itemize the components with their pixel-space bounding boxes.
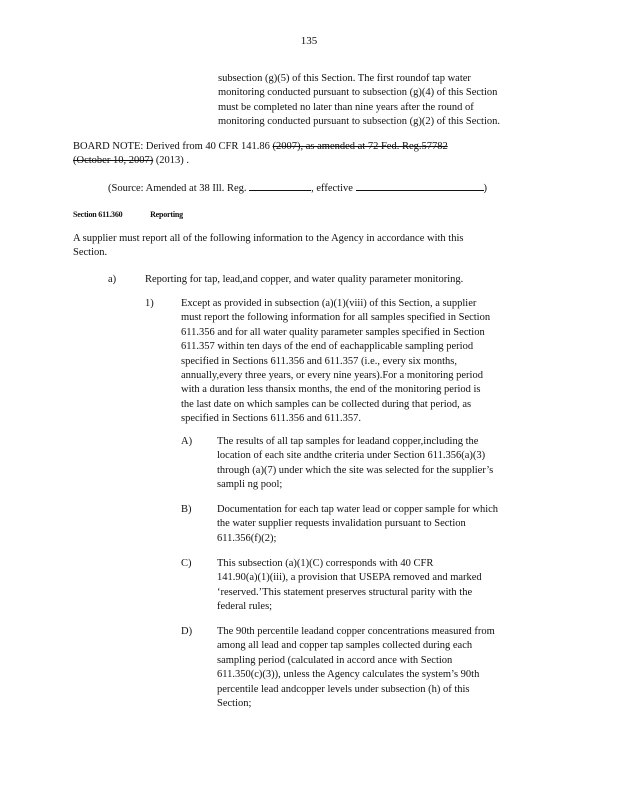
section-heading bbox=[73, 210, 183, 219]
text-line: federal rules; bbox=[217, 601, 273, 613]
register-page-blank bbox=[249, 180, 311, 191]
item-a-label: a) bbox=[108, 274, 117, 285]
text-line: Section. bbox=[73, 247, 108, 259]
text-line: with a duration less thansix months, the end of the monitoring period is bbox=[181, 384, 481, 396]
text-line: the last date on which samples can be collected during that period, as bbox=[181, 398, 472, 410]
text-line: the water supplier requests invalidation pursuant to Section bbox=[217, 518, 466, 530]
text-line: 611.356(f)(2); bbox=[217, 532, 277, 544]
text-line: Section; bbox=[217, 698, 252, 710]
text-line: must be completed no later than nine years after the round of bbox=[218, 101, 474, 113]
section-number: Section 611.360 bbox=[73, 210, 123, 219]
text-line: The 90th percentile leadand copper concentrations measured from bbox=[217, 626, 495, 637]
text-line: 141.90(a)(1)(iii), a provision that USEPA removed and marked bbox=[217, 572, 482, 584]
source-suffix: ) bbox=[483, 183, 488, 194]
continuation-paragraph bbox=[218, 72, 533, 130]
text-line: through (a)(7) under which the site was selected for the supplier’s bbox=[217, 464, 494, 476]
text-line: sampli ng pool; bbox=[217, 479, 283, 491]
board-note bbox=[73, 140, 543, 169]
text-line: The results of all tap samples for leadand copper,including the bbox=[217, 436, 479, 447]
text-line: subsection (g)(5) of this Section. The first roundof tap water bbox=[218, 73, 471, 84]
text-line: specified in Sections 611.356 and 611.357. bbox=[181, 413, 362, 425]
text-line: sampling period (calculated in accord ance with Section bbox=[217, 654, 453, 666]
item-B-label: B) bbox=[181, 504, 192, 515]
text-line: Documentation for each tap water lead or copper sample for which bbox=[217, 504, 499, 515]
text-line: Except as provided in subsection (a)(1)(viii) of this Section, a supplier bbox=[181, 298, 477, 309]
item-D-label: D) bbox=[181, 626, 193, 637]
source-prefix: (Source: Amended at 38 Ill. Reg. bbox=[108, 183, 250, 194]
text-line: must report the following information for all samples specified in Section bbox=[181, 312, 491, 324]
text-line: percentile lead andcopper levels under subsection (h) of this bbox=[217, 683, 470, 695]
text-line: This subsection (a)(1)(C) corresponds with 40 CFR bbox=[217, 558, 434, 569]
source-middle: , effective bbox=[311, 183, 356, 194]
item-a-text: Reporting for tap, lead,and copper, and water quality parameter monitoring. bbox=[145, 274, 464, 285]
text-line: 611.356 and for all water quality parameter samples specified in Section bbox=[181, 326, 485, 338]
item-A-label: A) bbox=[181, 436, 193, 447]
text-line: annually,every three years, or every nine years).For a monitoring period bbox=[181, 370, 483, 382]
effective-date-blank bbox=[356, 180, 484, 191]
section-title: Reporting bbox=[150, 210, 183, 219]
item-C-paragraph bbox=[217, 557, 517, 615]
intro-paragraph bbox=[73, 232, 519, 261]
item-1-label: 1) bbox=[145, 298, 154, 309]
text-line: monitoring conducted pursuant to subsection (g)(2) of this Section. bbox=[218, 116, 500, 128]
text-line: location of each site andthe criteria under Section 611.356(a)(3) bbox=[217, 450, 486, 462]
item-D-paragraph bbox=[217, 625, 532, 711]
text-line: 611.357 within ten days of the end of eachapplicable sampling period bbox=[181, 341, 474, 353]
text-line: monitoring conducted pursuant to subsection (g)(4) of this Section bbox=[218, 87, 498, 99]
text-line: A supplier must report all of the following information to the Agency in accordance with this bbox=[73, 233, 464, 244]
text-line: 611.350(c)(3)), unless the Agency calculates the system’s 90th bbox=[217, 669, 480, 681]
board-note-suffix: (2013) . bbox=[153, 155, 190, 167]
text-line: specified in Sections 611.356 and 611.357 (i.e., every six months, bbox=[181, 355, 457, 367]
item-1-paragraph bbox=[181, 297, 526, 427]
text-line: ‘reserved.’This statement preserves structural parity with the bbox=[217, 586, 473, 598]
item-B-paragraph bbox=[217, 503, 535, 546]
source-note bbox=[108, 180, 528, 196]
board-note-prefix: BOARD NOTE: Derived from 40 CFR 141.86 bbox=[73, 141, 273, 152]
item-C-label: C) bbox=[181, 558, 192, 569]
text-line: among all lead and copper tap samples collected during each bbox=[217, 640, 473, 652]
page-number: 135 bbox=[300, 35, 318, 47]
item-A-paragraph bbox=[217, 435, 527, 493]
board-note-struck-date: (October 10, 2007) bbox=[73, 155, 154, 167]
board-note-struck-citation: (2007), as amended at 72 Fed. Reg.57782 bbox=[272, 141, 448, 152]
